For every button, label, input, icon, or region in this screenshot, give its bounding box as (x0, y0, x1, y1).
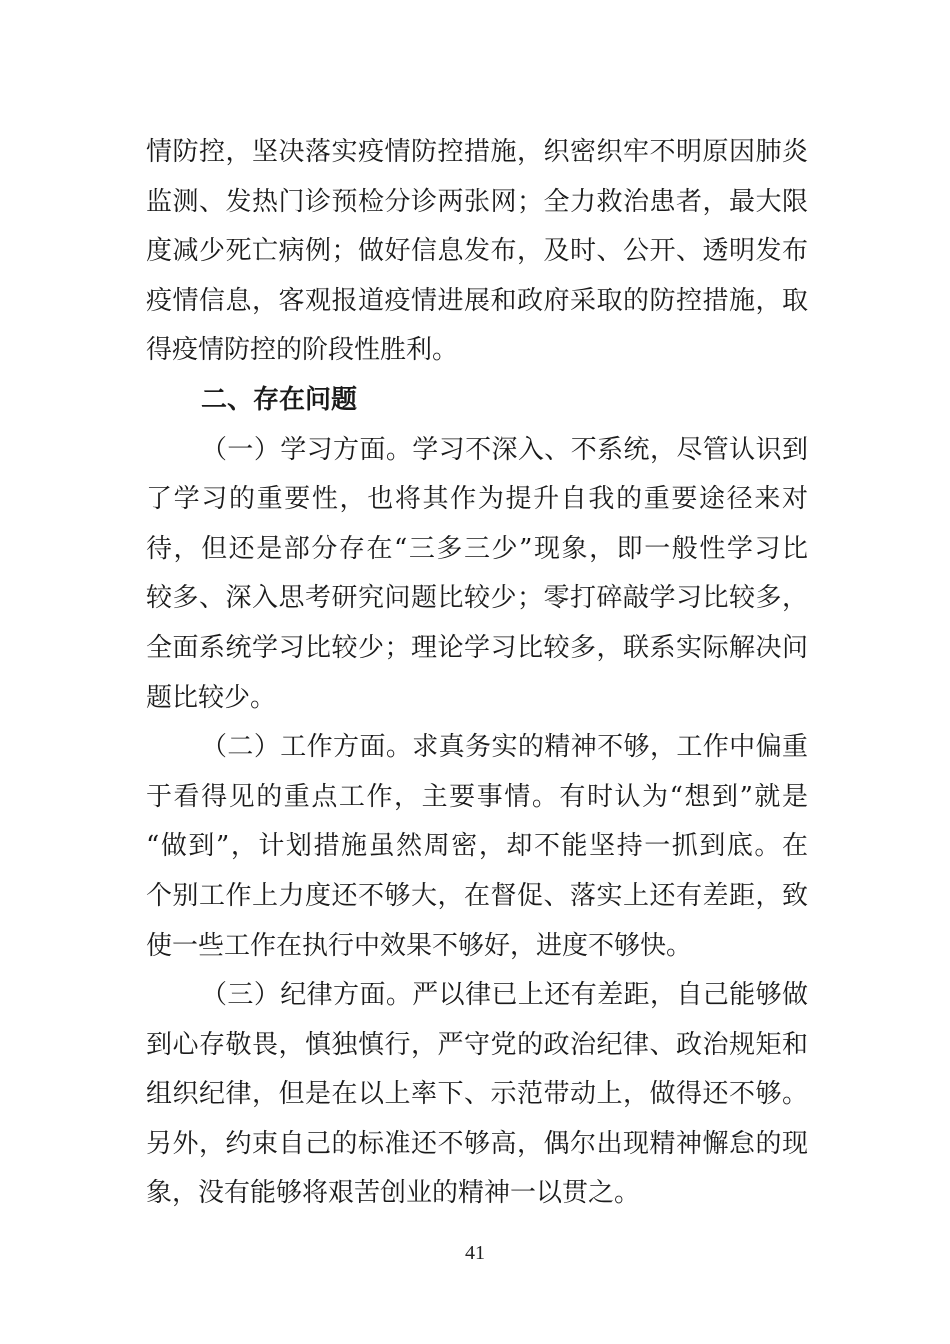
text-line: 象，没有能够将艰苦创业的精神一以贯之。 (146, 1178, 641, 1209)
document-body (146, 128, 808, 1219)
text-line: 度减少死亡病例；做好信息发布，及时、公开、透明发布 (146, 236, 808, 267)
paragraph-discipline (146, 971, 808, 1219)
text-line: 组织纪律，但是在以上率下、示范带动上，做得还不够。 (146, 1079, 808, 1110)
text-line: 疫情信息，客观报道疫情进展和政府采取的防控措施，取 (146, 285, 808, 316)
text-line: 使一些工作在执行中效果不够好，进度不够快。 (146, 930, 693, 961)
text-line: 情防控，坚决落实疫情防控措施，织密织牢不明原因肺炎 (146, 137, 808, 167)
text-line: 了学习的重要性，也将其作为提升自我的重要途径来对 (146, 484, 808, 515)
text-line: 个别工作上力度还不够大，在督促、落实上还有差距，致 (146, 880, 808, 911)
page-number: 41 (465, 1242, 485, 1264)
text-line: 较多、深入思考研究问题比较少；零打碎敲学习比较多， (146, 583, 808, 614)
text-line: 于看得见的重点工作，主要事情。有时认为“想到”就是 (146, 781, 808, 812)
text-line: 题比较少。 (146, 682, 277, 713)
text-line: 监测、发热门诊预检分诊两张网；全力救治患者，最大限 (146, 186, 808, 217)
text-line: 待，但还是部分存在“三多三少”现象，即一般性学习比 (146, 533, 808, 564)
paragraph-work (146, 723, 808, 971)
text-line: 得疫情防控的阶段性胜利。 (146, 335, 459, 366)
text-line: 另外，约束自己的标准还不够高，偶尔出现精神懈怠的现 (146, 1128, 808, 1159)
paragraph-study (146, 426, 808, 724)
text-line: 全面系统学习比较少；理论学习比较多，联系实际解决问 (146, 632, 808, 663)
text-line: （二）工作方面。求真务实的精神不够，工作中偏重 (201, 732, 808, 763)
text-line: （三）纪律方面。严以律已上还有差距，自己能够做 (201, 980, 808, 1011)
text-line: “做到”，计划措施虽然周密，却不能坚持一抓到底。在 (146, 831, 808, 862)
text-line: （一）学习方面。学习不深入、不系统，尽管认识到 (201, 434, 808, 465)
paragraph-intro (146, 128, 808, 376)
text-line: 到心存敬畏，慎独慎行，严守党的政治纪律、政治规矩和 (146, 1029, 808, 1060)
section-heading: 二、存在问题 (201, 384, 358, 415)
